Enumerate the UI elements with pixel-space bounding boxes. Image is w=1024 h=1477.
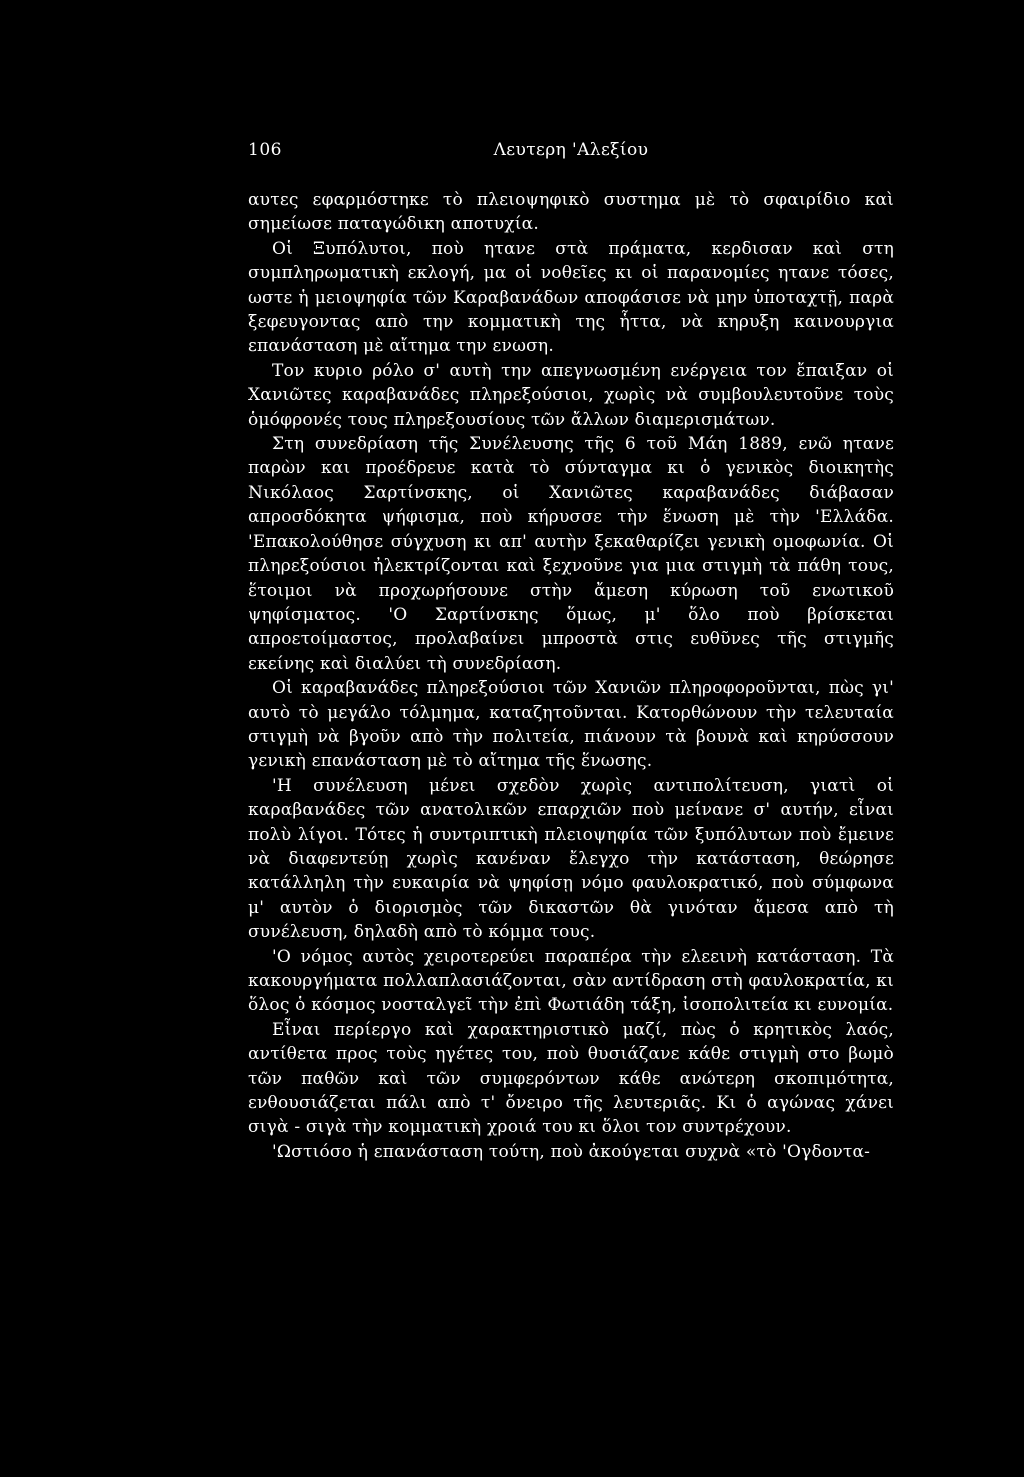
paragraph: Εἶναι περίεργο καὶ χαρακτηριστικὸ μαζί, πὼς ὁ κρητικὸς λαός, αντίθετα προς τοὺς ηγέτες του, ποὺ θυσιάζανε κάθε στιγμὴ στο βωμὸ τῶν παθῶν καὶ τῶν συμφερόντων κάθε ανώτερη σκοπιμότητα, ενθουσιάζεται πάλι απὸ τ' ὄνειρο τῆς λευτεριᾶς. Κι ὁ αγώνας χάνει σιγὰ - σιγὰ τὴν κομματικὴ χροιά του κι ὅλοι τον συντρέχουν. <box>248 1019 894 1138</box>
paragraph: Τον κυριο ρόλο σ' αυτὴ την απεγνωσμένη ενέργεια τον ἔπαιξαν οἱ Χανιῶτες καραβανάδες πληρεξούσιοι, χωρὶς νὰ συμβουλευτοῦνε τοὺς ὁμόφρονές τους πληρεξουσίους τῶν ἄλλων διαμερισμάτων. <box>248 360 894 430</box>
paragraph: 'Ωστιόσο ἡ επανάσταση τούτη, ποὺ ἀκούγεται συχνὰ «τὸ 'Ογδοντα- <box>272 1141 871 1162</box>
paragraph: 'Ο νόμος αυτὸς χειροτερεύει παραπέρα τὴν ελεεινὴ κατάσταση. Τὰ κακουργήματα πολλαπλασιάζονται, σὰν αντίδραση στὴ φαυλοκρατία, κι ὅλος ὁ κόσμος νοσταλγεῖ τὴν ἐπὶ Φωτιάδη τάξη, ἰσοπολιτεία κι ευνομία. <box>248 946 894 1016</box>
body-text <box>248 188 894 1164</box>
page-number: 106 <box>248 140 282 160</box>
paragraph: αυτες εφαρμόστηκε τὸ πλειοψηφικὸ συστημα μὲ τὸ σφαιρίδιο καὶ σημείωσε παταγώδικη αποτυχία. <box>248 190 894 235</box>
paragraph: Στη συνεδρίαση τῆς Συνέλευσης τῆς 6 τοῦ Μάη 1889, ενῶ ητανε παρὼν και προέδρευε κατὰ τὸ σύνταγμα κι ὁ γενικὸς διοικητὴς Νικόλαος Σαρτίνσκης, οἱ Χανιῶτες καραβανάδες διάβασαν απροσδόκητα ψήφισμα, ποὺ κήρυσσε τὴν ἕνωση μὲ τὴν 'Ελλάδα. 'Επακολούθησε σύγχυση κι απ' αυτὴν ξεκαθαρίζει γενικὴ ομοφωνία. Οἱ πληρεξούσιοι ἠλεκτρίζονται καὶ ξεχνοῦνε για μια στιγμὴ τὰ πάθη τους, ἕτοιμοι νὰ προχωρήσουνε στὴν ἄμεση κύρωση τοῦ ενωτικοῦ ψηφίσματος. 'Ο Σαρτίνσκης ὅμως, μ' ὅλο ποὺ βρίσκεται απροετοίμαστος, προλαβαίνει μπροστὰ στις ευθῦνες τῆς στιγμῆς εκείνης καὶ διαλύει τὴ συνεδρίαση. <box>248 434 894 674</box>
page-header <box>248 140 894 170</box>
paragraph: Οἱ καραβανάδες πληρεξούσιοι τῶν Χανιῶν πληροφοροῦνται, πὼς γι' αυτὸ τὸ μεγάλο τόλμημα, καταζητοῦνται. Κατορθώνουν τὴν τελευταία στιγμὴ νὰ βγοῦν απὸ τὴν πολιτεία, πιάνουν τὰ βουνὰ καὶ κηρύσσουν γενικὴ επανάσταση μὲ τὸ αἴτημα τῆς ἕνωσης. <box>248 678 894 772</box>
running-head: Λευτερη 'Αλεξίου <box>493 140 649 160</box>
paragraph: Οἱ Ξυπόλυτοι, ποὺ ητανε στὰ πράματα, κερδισαν καὶ στη συμπληρωματικὴ εκλογή, μα οἱ νοθεῖες κι οἱ παρανομίες ητανε τόσες, ωστε ἡ μειοψηφία τῶν Καραβανάδων αποφάσισε νὰ μην ὑποταχτῇ, παρὰ ξεφευγοντας απὸ την κομματικὴ της ἧττα, νὰ κηρυξη καινουργια επανάσταση μὲ αἴτημα την ενωση. <box>248 238 894 357</box>
paragraph: 'Η συνέλευση μένει σχεδὸν χωρὶς αντιπολίτευση, γιατὶ οἱ καραβανάδες τῶν ανατολικῶν επαρχιῶν ποὺ μείνανε σ' αυτήν, εἶναι πολὺ λίγοι. Τότες ἡ συντριπτικὴ πλειοψηφία τῶν ξυπόλυτων ποὺ ἔμεινε νὰ διαφεντεύῃ χωρὶς κανέναν ἔλεγχο τὴν κατάσταση, θεώρησε κατάλληλη τὴν ευκαιρία νὰ ψηφίσῃ νόμο φαυλοκρατικό, ποὺ σύμφωνα μ' αυτὸν ὁ διορισμὸς τῶν δικαστῶν θὰ γινόταν ἄμεσα απὸ τὴ συνέλευση, δηλαδὴ απὸ τὸ κόμμα τους. <box>248 775 894 943</box>
